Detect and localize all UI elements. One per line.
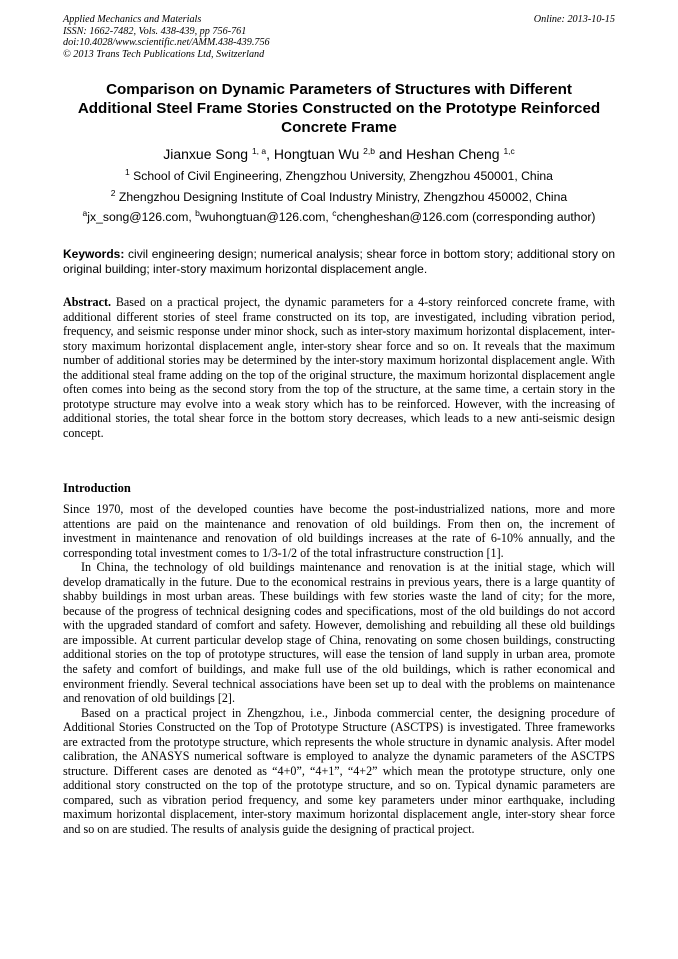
intro-paragraph-3: Based on a practical project in Zhengzhou, i.e., Jinboda commercial center, the designing procedure of Additional Stories Constructed on the Top of Prototype Structure (ASCTPS) is investigated. Three frameworks are extracted from the prototype structure, which represents the whole structure in dynamic analysis. After model calibration, the ANASYS numerical software is employed to analyze the dynamic parameters of the ASCTPS structure. Different cases are denoted as “4+0”, “4+1”, “4+2” which mean the prototype structure, only one additional story constructed on the top of the prototype structure, and so on. Typical dynamic parameters are compared, such as vibration period frequency, and some key parameters under minor earthquake, including maximum horizontal displacement, inter-story maximum horizontal displacement angle, inter-story shear force and so on are studied. The results of analysis guide the designing of practical project. <box>63 705 615 837</box>
online-date: Online: 2013-10-15 <box>533 14 615 25</box>
copyright-line: © 2013 Trans Tech Publications Ltd, Switzerland <box>63 48 265 60</box>
email-a: jx_song@126.com, <box>87 210 196 224</box>
affiliation-2-sup: 2 <box>110 188 116 198</box>
author-list <box>40 145 638 163</box>
email-b: wuhongtuan@126.com, <box>199 210 333 224</box>
affiliation-1-text: School of Civil Engineering, Zhengzhou University, Zhengzhou 450001, China <box>129 169 553 183</box>
author-emails <box>40 210 638 225</box>
affiliation-1 <box>40 169 638 184</box>
paper-title <box>40 80 638 137</box>
doi-line: doi:10.4028/www.scientific.net/AMM.438-439.756 <box>63 37 270 49</box>
intro-paragraph-2: In China, the technology of old buildings maintenance and renovation is at the initial stage, which will develop dramatically in the future. Due to the economical restrains in previous years, there is a large quantity of shabby buildings in most urban areas. These buildings with few stories waste the land of city; for the more, because of the progress of technical designing codes and specifications, most of the old buildings do not accord with the upgraded standard of comfort and safety. However, demolishing and rebuilding all these old buildings are impossible. At current particular develop stage of China, renovating on some chosen buildings, constructing additional stories on the top of prototype structures, will ease the tension of land supply in urban area, promote the safety and comfort of buildings, and make full use of the old buildings, which is rather economical and environment friendly. Several technical associations have been set up to deal with the problems on maintenance and renovation of old buildings [2]. <box>63 560 615 706</box>
email-b-sup: b <box>195 208 200 218</box>
affiliation-2-text: Zhengzhou Designing Institute of Coal Industry Ministry, Zhengzhou 450002, China <box>115 190 568 204</box>
author-2-sup: 2,b <box>363 146 375 156</box>
author-1-sup: 1, a <box>251 146 267 156</box>
author-3-name: Heshan Cheng <box>406 146 500 162</box>
abstract-paragraph <box>63 295 615 440</box>
author-1-name: Jianxue Song <box>163 146 249 162</box>
author-2-name: Hongtuan Wu <box>273 146 360 162</box>
introduction-heading: Introduction <box>63 481 131 495</box>
author-separator-1: , <box>266 146 274 162</box>
affiliation-1-sup: 1 <box>125 167 130 177</box>
title-line-1: Comparison on Dynamic Parameters of Structures with Different <box>106 81 572 98</box>
author-separator-2: and <box>375 146 407 162</box>
email-a-sup: a <box>82 208 88 218</box>
email-c-sup: c <box>332 208 337 218</box>
abstract-text: Based on a practical project, the dynamic parameters for a 4-story reinforced concrete frame, with additional different stories of steel frame constructed on its top, are investigated, including vibration period, frequency, and seismic response under minor shock, such as inter-story maximum horizontal displacement, inter-story maximum horizontal displacement angle, inter-story shear force and so on. It reveals that the maximum number of additional stories may be determined by the inter-story maximum horizontal displacement angle. With the additional steal frame adding on the top of the original structure, the maximum horizontal displacement angle often comes into being as the second story from the top of the structure, at the same time, a certain story in the prototype structure may evolve into a weak story which has to be reinforced. However, with the increasing of additional stories, the total shear force in the bottom story decreases, which leads to a new anti-seismic design concept. <box>63 295 615 440</box>
abstract-label: Abstract. <box>63 295 112 309</box>
keywords-text: civil engineering design; numerical analysis; shear force in bottom story; additional story on original building; inter-story maximum horizontal displacement angle. <box>63 247 615 276</box>
author-3-sup: 1,c <box>503 146 515 156</box>
introduction-body <box>63 502 615 837</box>
keywords-paragraph <box>63 247 615 277</box>
journal-name: Applied Mechanics and Materials <box>63 14 202 25</box>
title-line-2: Additional Steel Frame Stories Constructed on the Prototype Reinforced <box>77 100 601 117</box>
affiliation-2 <box>40 190 638 205</box>
email-c: chengheshan@126.com (corresponding author) <box>336 210 596 224</box>
title-line-3: Concrete Frame <box>281 119 397 136</box>
keywords-label: Keywords: <box>63 247 125 261</box>
journal-header <box>63 14 615 60</box>
issn-line: ISSN: 1662-7482, Vols. 438-439, pp 756-761 <box>63 25 247 37</box>
intro-paragraph-1: Since 1970, most of the developed counties have become the post-industrialized nations, more and more attentions are paid on the maintenance and renovation of old buildings. From then on, the increment of investment in maintenance and renovation of old buildings increases at the rate of 6-10% annually, and the corresponding total investment comes to 1/3-1/2 of the total infrastructure construction [1]. <box>63 502 615 560</box>
